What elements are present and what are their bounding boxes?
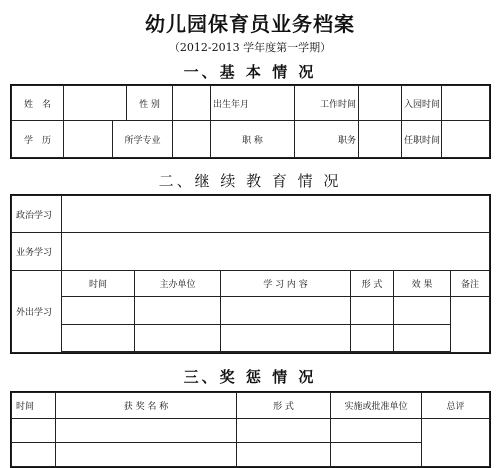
rewards-header-row: [12, 393, 490, 419]
label-appointment-time: 任职时间: [402, 121, 442, 158]
section-rewards-title: 三、奖 惩 情 况: [183, 368, 317, 386]
field-major[interactable]: [173, 121, 211, 158]
cell-reward-form[interactable]: [237, 419, 331, 443]
label-position: 职务: [295, 121, 359, 158]
label-external-study: 外出学习: [12, 271, 62, 353]
education-row: [12, 233, 490, 271]
education-table: [11, 195, 490, 353]
cell-spacer: [351, 352, 394, 353]
cell-organizer[interactable]: [135, 297, 221, 325]
label-work-time: 工作时间: [295, 86, 359, 121]
rewards-data-row: [12, 443, 490, 467]
section-education-title: 二、继 续 教 育 情 况: [158, 172, 342, 190]
section-basic-info-title: 一、基 本 情 况: [183, 63, 317, 81]
cell-time[interactable]: [62, 325, 135, 352]
cell-spacer: [221, 352, 351, 353]
cell-reward-form[interactable]: [237, 443, 331, 467]
col-header-effect: 效 果: [394, 271, 451, 297]
page-title: 幼儿园保育员业务档案: [145, 12, 355, 36]
label-gender: 性 别: [127, 86, 173, 121]
basic-info-row: [12, 121, 490, 158]
field-name[interactable]: [64, 86, 127, 121]
cell-reward-name[interactable]: [56, 419, 237, 443]
label-name: 姓 名: [12, 86, 64, 121]
label-major: 所学专业: [113, 121, 173, 158]
cell-organizer[interactable]: [135, 325, 221, 352]
education-row: [12, 196, 490, 233]
label-education: 学 历: [12, 121, 64, 158]
field-position[interactable]: [359, 121, 402, 158]
cell-effect[interactable]: [394, 325, 451, 352]
field-education[interactable]: [64, 121, 113, 158]
cell-reward-name[interactable]: [56, 443, 237, 467]
cell-effect[interactable]: [394, 297, 451, 325]
education-data-row: [12, 325, 490, 352]
cell-spacer: [62, 352, 135, 353]
field-gender[interactable]: [173, 86, 211, 121]
cell-content[interactable]: [221, 297, 351, 325]
cell-form[interactable]: [351, 297, 394, 325]
label-title: 职 称: [211, 121, 295, 158]
label-business-study: 业务学习: [12, 233, 62, 271]
field-entry-time[interactable]: [442, 86, 490, 121]
basic-info-table: [11, 85, 490, 158]
cell-approver[interactable]: [331, 443, 422, 467]
col-header-reward-time: 时间: [12, 393, 56, 419]
cell-content[interactable]: [221, 325, 351, 352]
education-data-row: [12, 297, 490, 325]
cell-overall[interactable]: [422, 419, 490, 467]
page-subtitle: （2012-2013 学年度第一学期）: [168, 41, 332, 54]
col-header-reward-form: 形 式: [237, 393, 331, 419]
label-birth: 出生年月: [211, 86, 295, 121]
cell-time[interactable]: [62, 297, 135, 325]
cell-reward-time[interactable]: [12, 419, 56, 443]
cell-spacer: [135, 352, 221, 353]
field-politics-study[interactable]: [62, 196, 490, 233]
label-entry-time: 入园时间: [402, 86, 442, 121]
label-politics-study: 政治学习: [12, 196, 62, 233]
cell-form[interactable]: [351, 325, 394, 352]
col-header-form: 形 式: [351, 271, 394, 297]
cell-remarks[interactable]: [451, 297, 490, 353]
field-business-study[interactable]: [62, 233, 490, 271]
field-appointment-time[interactable]: [442, 121, 490, 158]
rewards-table: [11, 392, 490, 467]
col-header-remarks: 备注: [451, 271, 490, 297]
cell-approver[interactable]: [331, 419, 422, 443]
education-header-row: [12, 271, 490, 297]
col-header-time: 时间: [62, 271, 135, 297]
col-header-reward-name: 获 奖 名 称: [56, 393, 237, 419]
basic-info-row: [12, 86, 490, 121]
col-header-overall: 总评: [422, 393, 490, 419]
col-header-content: 学 习 内 容: [221, 271, 351, 297]
cell-spacer: [394, 352, 451, 353]
cell-reward-time[interactable]: [12, 443, 56, 467]
education-spacer-row: [12, 352, 490, 353]
field-work-time[interactable]: [359, 86, 402, 121]
rewards-data-row: [12, 419, 490, 443]
col-header-organizer: 主办单位: [135, 271, 221, 297]
col-header-approver: 实施或批准单位: [331, 393, 422, 419]
